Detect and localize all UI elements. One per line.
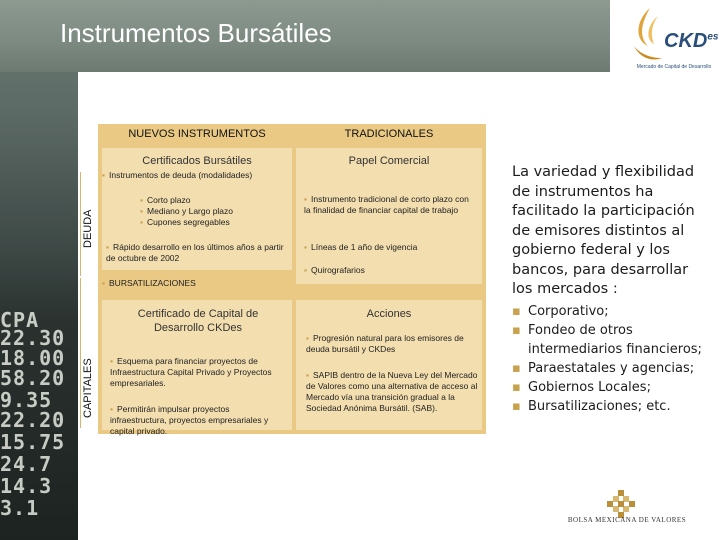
photo-tile: 14.3 (0, 474, 53, 498)
ckdes-logo-mark-icon (630, 6, 664, 64)
deuda-new-note: ▪ Rápido desarrollo en los últimos años a partir de octubre de 2002 (106, 242, 290, 264)
capitales-new-item: ▪ Esquema para financiar proyectos de Infraestructura Capital Privado y Proyectos empresariales. (110, 356, 288, 389)
capitales-trad-item: ▪ SAPIB dentro de la Nueva Ley del Mercado de Valores como una alternativa de acceso al Mercado vía una transición gradual a la Sociedad Anónima Bursátil. (SAB). (306, 370, 478, 414)
deuda-trad-item: ▪ Líneas de 1 año de vigencia (304, 242, 474, 253)
col-header-new: NUEVOS INSTRUMENTOS (128, 128, 266, 140)
deuda-sub-item: ▪ Mediano y Largo plazo (140, 206, 233, 217)
list-item: ▪ Corporativo; (512, 302, 712, 321)
capitales-new-item: ▪ Permitirán impulsar proyectos infraestructura, proyectos empresariales y capital privado. (110, 404, 288, 437)
capitales-section-label: ▪ BURSATILIZACIONES (102, 278, 352, 289)
photo-tile: 3.1 (0, 496, 40, 520)
photo-tile: 18.00 (0, 346, 66, 370)
intro-paragraph: La variedad y flexibilidad de instrumentos ha facilitado la participación de emisores distintos al gobierno federal y los bancos, para desarrollar los mercados : (512, 164, 695, 297)
stock-board-photo (0, 0, 78, 540)
photo-tile: 58.20 (0, 366, 66, 390)
photo-tile: 22.30 (0, 326, 66, 350)
capitales-new-title: Certificado de Capital de Desarrollo CKDes (137, 308, 259, 334)
photo-tile: 22.20 (0, 408, 66, 432)
cell-deuda-traditional (296, 148, 482, 284)
capitales-trad-title: Acciones (366, 308, 412, 320)
page-title: Instrumentos Bursátiles (60, 18, 332, 48)
deuda-new-title: Certificados Bursátiles (142, 155, 252, 167)
capitales-side-label: CAPITALES (82, 358, 94, 418)
photo-tile: CPA (0, 308, 40, 332)
ckdes-logo-tagline: Mercado de Capital de Desarrollo (636, 64, 712, 70)
col-header-traditional: TRADICIONALES (344, 128, 434, 140)
deuda-trad-item: ▪ Quirografarios (304, 265, 474, 276)
list-item: ▪ Paraestatales y agencias; (512, 359, 712, 378)
bmv-logo-text: BOLSA MEXICANA DE VALORES (567, 516, 687, 524)
deuda-trad-title: Papel Comercial (348, 155, 430, 167)
photo-tile: 24.7 (0, 452, 53, 476)
capitales-trad-item: ▪ Progresión natural para los emisores de deuda bursátil y CKDes (306, 333, 478, 355)
deuda-sub-item: ▪ Cupones segregables (140, 217, 230, 228)
list-item: ▪ Fondeo de otros intermediarios financieros; (512, 321, 712, 359)
ckdes-logo (610, 0, 720, 80)
market-list (512, 302, 712, 416)
deuda-sub-item: ▪ Corto plazo (140, 195, 190, 206)
photo-tile: 9.35 (0, 388, 53, 412)
deuda-trad-item: ▪ Instrumento tradicional de corto plazo con la finalidad de financiar capital de trabajo (304, 194, 474, 216)
deuda-section-label: ▪ Instrumentos de deuda (modalidades) (102, 170, 402, 181)
deuda-side-label: DEUDA (82, 209, 94, 248)
list-item: ▪ Gobiernos Locales; (512, 378, 712, 397)
photo-tile: 15.75 (0, 430, 66, 454)
ckdes-logo-text: $CKD^{es}$ (664, 30, 719, 52)
list-item: ▪ Bursatilizaciones; etc. (512, 397, 712, 416)
